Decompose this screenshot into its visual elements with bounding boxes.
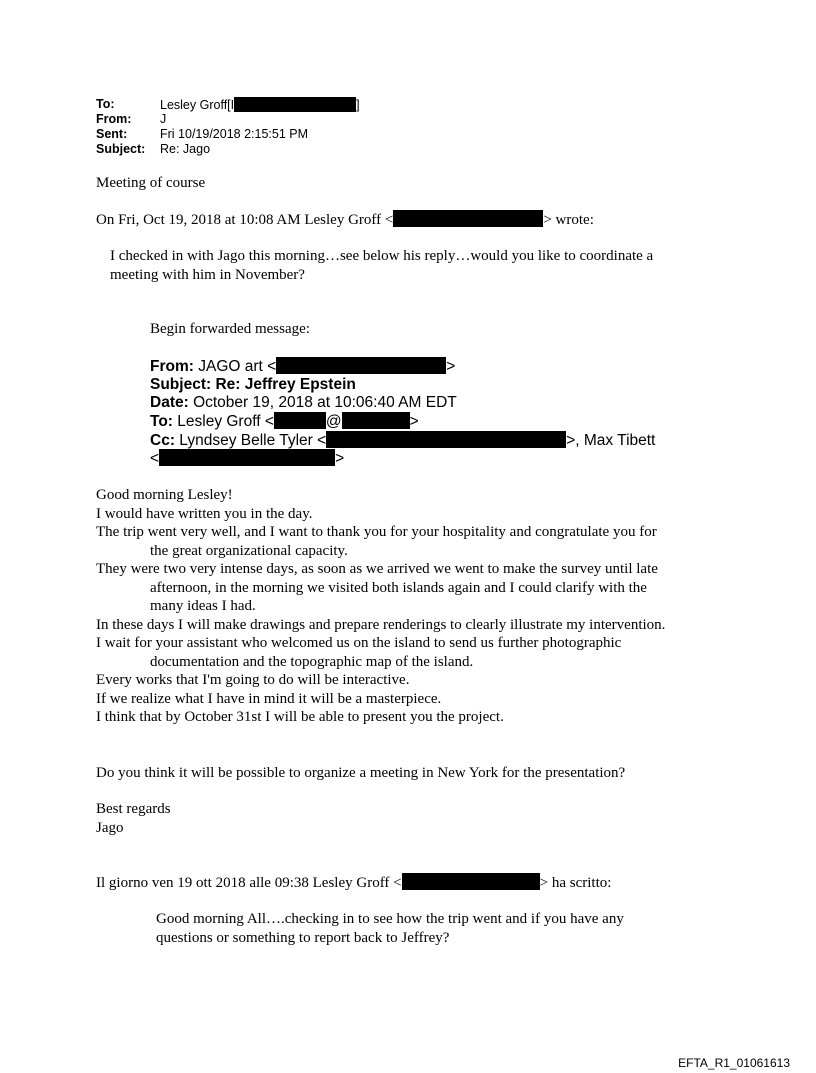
forwarded-date-row [150,394,457,413]
quote1-prefix: On Fri, Oct 19, 2018 at 10:08 AM Lesley Groff < [96,212,394,228]
forwarded-subject-row [150,376,356,395]
fwd-from-value: JAGO art < [193,358,277,375]
fwd-cc2-prefix: < [150,450,160,467]
fwd-to-label: To: [150,413,173,430]
redaction-block [342,412,410,429]
redaction-block [234,97,356,112]
jago-line-4: They were two very intense days, as soon as we arrived we went to make the survey until late afternoon, in the morning we visited both islands again and I could clarify with the many ideas I had. [96,561,658,614]
closing-regards: Best regards [96,801,171,817]
forwarded-begin: Begin forwarded message: [150,321,310,337]
to-name: Lesley Groff[I [160,98,235,112]
quote-attribution-1 [96,210,594,230]
to-label: To: [96,97,115,111]
quote2-prefix: Il giorno ven 19 ott 2018 alle 09:38 Lesley Groff < [96,875,402,891]
forwarded-cc-row-2 [150,449,344,469]
lesley-original-line-1: Good morning All….checking in to see how the trip went and if you have any [156,911,624,927]
fwd-to-value: Lesley Groff < [172,413,274,430]
fwd-from-label: From: [150,358,194,375]
jago-line-7: Every works that I'm going to do will be interactive. [96,672,410,688]
lesley-message-line-2: meeting with him in November? [110,267,305,283]
subject-value: Re: Jago [160,142,211,156]
redaction-block [274,412,326,429]
to-value [160,97,360,113]
document-id: EFTA_R1_01061613 [678,1056,790,1070]
forwarded-to-row [150,412,419,432]
fwd-subject: Subject: Re: Jeffrey Epstein [150,376,356,393]
jago-line-9: I think that by October 31st I will be able to present you the project. [96,709,504,725]
fwd-cc-mid: >, Max Tibett [566,432,656,449]
forwarded-cc-row [150,431,655,451]
to-suffix: ] [356,98,360,112]
jago-line-2: I would have written you in the day. [96,505,313,522]
quote2-suffix: > ha scritto: [539,875,612,891]
jago-line-8: If we realize what I have in mind it will be a masterpiece. [96,690,442,707]
fwd-cc-label: Cc: [150,432,175,449]
quote-attribution-2 [96,873,611,893]
redaction-block [276,357,446,374]
reply-text: Meeting of course [96,175,206,191]
jago-message-body [96,486,696,727]
closing-name: Jago [96,819,124,836]
fwd-cc-value: Lyndsey Belle Tyler < [174,432,327,449]
jago-line-6: I wait for your assistant who welcomed us on the island to send us further photographic documentation and the topographic map of the island. [96,635,622,670]
closing-block [96,800,171,837]
from-label: From: [96,112,132,126]
quote1-suffix: > wrote: [543,212,594,228]
redaction-block [402,873,540,890]
jago-question: Do you think it will be possible to organize a meeting in New York for the presentation? [96,765,626,781]
lesley-original-line-2: questions or something to report back to Jeffrey? [156,930,450,946]
sent-value: Fri 10/19/2018 2:15:51 PM [160,127,309,141]
redaction-block [393,210,543,227]
jago-line-1: Good morning Lesley! [96,487,233,503]
from-value: J [160,112,167,126]
fwd-cc2-suffix: > [335,450,345,467]
fwd-from-suffix: > [446,358,456,375]
sent-label: Sent: [96,127,128,141]
lesley-message-line-1: I checked in with Jago this morning…see below his reply…would you like to coordinate a [110,248,654,264]
fwd-to-suffix: > [409,413,419,430]
forwarded-from-row [150,357,455,377]
fwd-to-at: @ [325,413,342,430]
jago-line-3: The trip went very well, and I want to thank you for your hospitality and congratulate you for the great organizational capacity. [96,524,657,559]
subject-label: Subject: [96,142,146,156]
fwd-date-value: October 19, 2018 at 10:06:40 AM EDT [188,394,457,411]
redaction-block [159,449,335,466]
fwd-date-label: Date: [150,394,189,411]
jago-line-5: In these days I will make drawings and prepare renderings to clearly illustrate my intervention. [96,616,666,633]
redaction-block [326,431,566,448]
